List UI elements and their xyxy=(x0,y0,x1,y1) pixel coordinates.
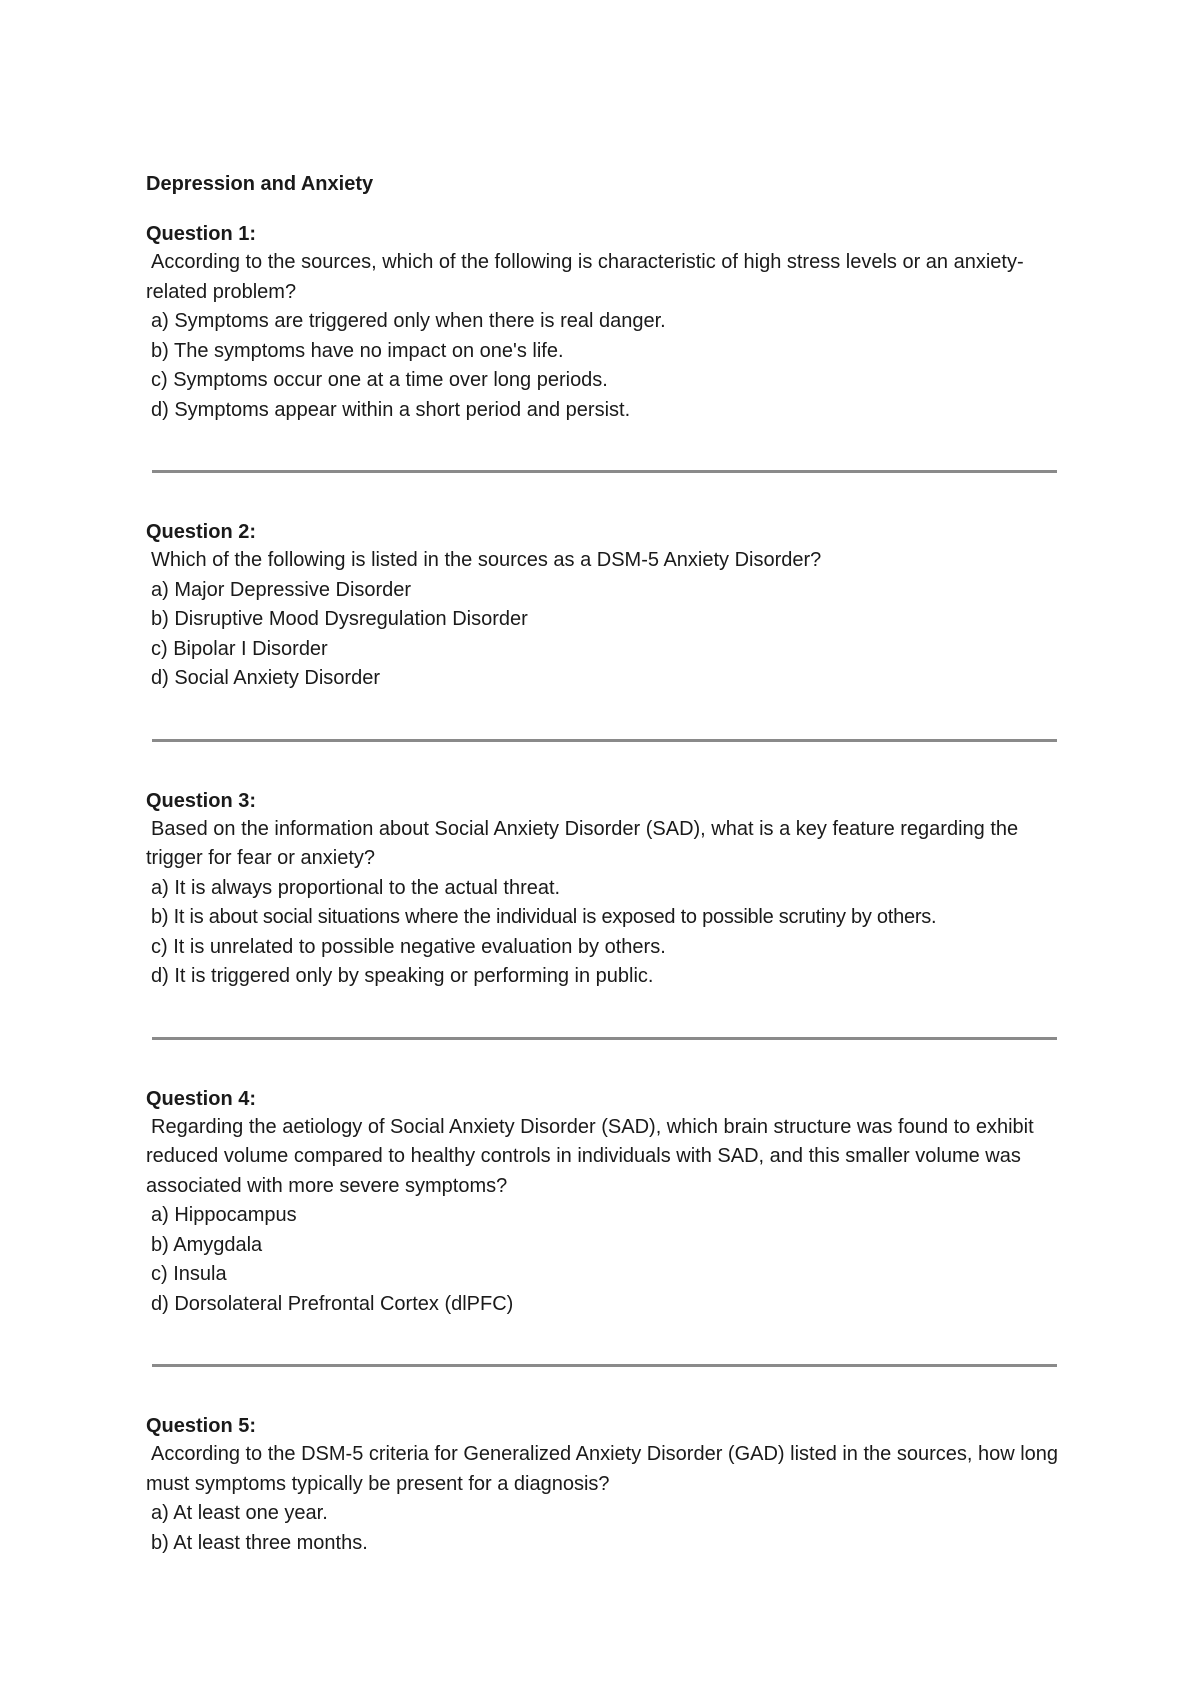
answer-options xyxy=(146,874,1061,992)
document-title: Depression and Anxiety xyxy=(146,173,374,195)
question-4 xyxy=(146,1085,1061,1320)
answer-option: d) It is triggered only by speaking or performing in public. xyxy=(151,965,654,987)
document-page xyxy=(146,170,1061,1558)
answer-options xyxy=(146,1499,1061,1558)
answer-options xyxy=(146,307,1061,425)
answer-option: c) Insula xyxy=(151,1263,227,1285)
answer-option: b) The symptoms have no impact on one's life. xyxy=(151,339,564,362)
answer-option: b) Amygdala xyxy=(151,1233,263,1256)
answer-option: b) Disruptive Mood Dysregulation Disorder xyxy=(151,608,528,630)
answer-option: d) Dorsolateral Prefrontal Cortex (dlPFC) xyxy=(151,1292,514,1315)
question-text: Which of the following is listed in the sources as a DSM-5 Anxiety Disorder? xyxy=(151,549,822,571)
answer-option: a) Hippocampus xyxy=(151,1204,297,1226)
answer-option: d) Social Anxiety Disorder xyxy=(151,667,380,689)
answer-option: c) Bipolar I Disorder xyxy=(151,637,328,660)
section-divider xyxy=(152,739,1057,742)
answer-option: a) At least one year. xyxy=(151,1502,328,1524)
question-5 xyxy=(146,1412,1061,1558)
question-3 xyxy=(146,787,1061,992)
section-divider xyxy=(152,1364,1057,1367)
answer-option: a) It is always proportional to the actual threat. xyxy=(151,876,561,899)
question-text: Based on the information about Social Anxiety Disorder (SAD), what is a key feature regarding the trigger for fear or anxiety? xyxy=(146,817,1019,869)
question-text: According to the DSM-5 criteria for Generalized Anxiety Disorder (GAD) listed in the sources, how long must symptoms typically be present for a diagnosis? xyxy=(146,1443,1059,1495)
question-1 xyxy=(146,220,1061,425)
question-label: Question 3: xyxy=(146,789,257,812)
answer-options xyxy=(146,1201,1061,1319)
question-2 xyxy=(146,518,1061,694)
answer-option: a) Major Depressive Disorder xyxy=(151,578,412,601)
section-divider xyxy=(152,1037,1057,1040)
answer-option: c) Symptoms occur one at a time over long periods. xyxy=(151,369,608,391)
question-text: According to the sources, which of the following is characteristic of high stress levels or an anxiety-related problem? xyxy=(146,251,1024,303)
answer-option: c) It is unrelated to possible negative evaluation by others. xyxy=(151,935,666,958)
answer-option: d) Symptoms appear within a short period and persist. xyxy=(151,398,631,421)
question-label: Question 2: xyxy=(146,521,257,543)
question-label: Question 4: xyxy=(146,1087,257,1110)
section-divider xyxy=(152,470,1057,473)
answer-option: b) It is about social situations where the individual is exposed to possible scrutiny by others. xyxy=(151,906,937,928)
question-label: Question 5: xyxy=(146,1415,257,1437)
answer-option: a) Symptoms are triggered only when there is real danger. xyxy=(151,310,666,332)
question-text: Regarding the aetiology of Social Anxiety Disorder (SAD), which brain structure was found to exhibit reduced volume compared to healthy controls in individuals with SAD, and this smaller volume was associated with more severe symptoms? xyxy=(146,1115,1034,1197)
answer-options xyxy=(146,576,1061,694)
answer-option: b) At least three months. xyxy=(151,1531,368,1554)
question-label: Question 1: xyxy=(146,223,257,245)
